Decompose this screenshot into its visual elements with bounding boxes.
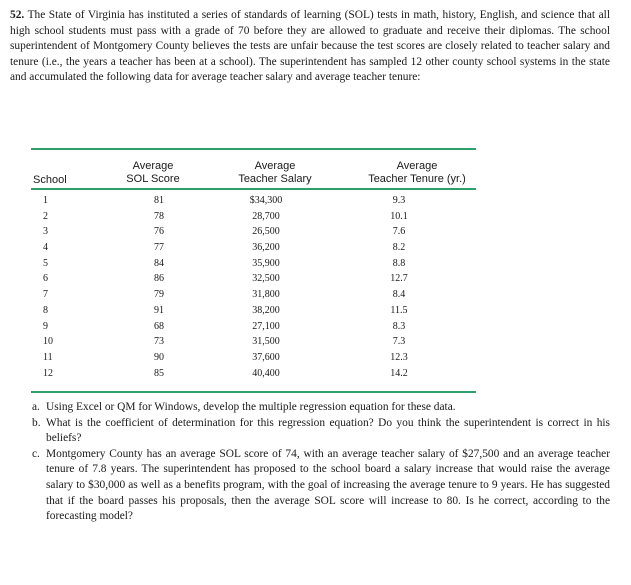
table-row — [31, 271, 476, 287]
cell-tenure: 8.4 — [392, 289, 406, 301]
header-salary-line2: Teacher Salary — [238, 173, 312, 185]
header-sol — [108, 160, 198, 186]
cell-school: 6 — [43, 273, 48, 285]
part-c-label: c. — [32, 447, 40, 460]
cell-salary: 35,900 — [252, 257, 280, 269]
cell-school: 7 — [43, 289, 48, 301]
cell-sol: 77 — [154, 242, 164, 254]
part-c — [32, 447, 610, 525]
cell-sol: 90 — [154, 351, 164, 363]
cell-salary: 37,600 — [252, 351, 280, 363]
header-school: School — [33, 174, 67, 186]
table-row — [31, 287, 476, 303]
header-tenure-line2: Teacher Tenure (yr.) — [368, 173, 466, 185]
cell-salary: 32,500 — [252, 273, 280, 285]
cell-sol: 91 — [154, 304, 164, 316]
table-row — [31, 224, 476, 240]
table-top-rule — [31, 148, 476, 150]
problem-number: 52. — [10, 9, 25, 21]
problem-text — [10, 8, 610, 86]
part-a-label: a. — [32, 401, 40, 413]
cell-salary: $34,300 — [249, 195, 283, 206]
cell-sol: 68 — [154, 320, 164, 332]
cell-salary: 36,200 — [252, 242, 280, 254]
cell-school: 9 — [43, 320, 48, 332]
table-body — [31, 193, 476, 381]
cell-sol: 81 — [154, 195, 164, 206]
cell-sol: 76 — [154, 226, 164, 238]
cell-salary: 28,700 — [252, 210, 280, 222]
table-row — [31, 334, 476, 350]
header-sol-line2: SOL Score — [126, 173, 180, 185]
cell-school: 11 — [43, 351, 53, 363]
table-row — [31, 350, 476, 366]
header-tenure-line1: Average — [396, 160, 438, 172]
cell-school: 5 — [43, 257, 48, 269]
part-b-label: b. — [32, 416, 41, 429]
cell-sol: 79 — [154, 289, 164, 301]
cell-tenure: 8.3 — [392, 320, 406, 332]
cell-salary: 38,200 — [252, 304, 280, 316]
cell-tenure: 10.1 — [390, 210, 408, 222]
part-c-text: Montgomery County has an average SOL score of 74, with an average teacher salary of $27,500 and an average teacher tenure of 7.8 years. The superintendent has proposed to the school board a salary increase that would raise the average salary to $30,000 as well as a benefits program, with the goal of increasing the average tenure to 9 years. He has suggested that if the board passes his proposals, then the average SOL score will increase to 80. Is he correct, according to the forecasting model? — [46, 447, 610, 523]
cell-sol: 73 — [154, 336, 164, 348]
problem-intro — [10, 8, 610, 86]
cell-tenure: 8.2 — [392, 242, 406, 254]
table-header-rule — [31, 188, 476, 190]
table-row — [31, 319, 476, 335]
cell-salary: 31,500 — [252, 336, 280, 348]
cell-salary: 26,500 — [252, 226, 280, 238]
cell-tenure: 7.3 — [392, 336, 406, 348]
header-sol-line1: Average — [132, 160, 174, 172]
cell-sol: 84 — [154, 257, 164, 269]
question-parts — [32, 400, 610, 525]
table-row — [31, 303, 476, 319]
table-row — [31, 366, 476, 382]
header-salary — [220, 160, 330, 186]
cell-school: 12 — [43, 367, 53, 379]
cell-school: 2 — [43, 210, 48, 222]
cell-tenure: 12.3 — [390, 351, 408, 363]
header-tenure — [352, 160, 482, 186]
cell-tenure: 12.7 — [390, 273, 408, 285]
table-row — [31, 209, 476, 225]
cell-school: 3 — [43, 226, 48, 238]
cell-salary: 31,800 — [252, 289, 280, 301]
part-a-text: Using Excel or QM for Windows, develop the multiple regression equation for these data. — [46, 401, 456, 413]
table-row — [31, 193, 476, 209]
cell-tenure: 7.6 — [392, 226, 406, 238]
cell-sol: 78 — [154, 210, 164, 222]
table-row — [31, 240, 476, 256]
cell-tenure: 9.3 — [392, 195, 406, 206]
cell-sol: 86 — [154, 273, 164, 285]
cell-sol: 85 — [154, 367, 164, 379]
cell-school: 10 — [43, 336, 53, 348]
table-bottom-rule — [31, 391, 476, 393]
table-row — [31, 256, 476, 272]
header-salary-line1: Average — [254, 160, 296, 172]
part-b-text: What is the coefficient of determination for this regression equation? Do you think the superintendent is correct in his beliefs? — [46, 416, 610, 445]
cell-salary: 27,100 — [252, 320, 280, 332]
cell-tenure: 11.5 — [390, 304, 408, 316]
cell-tenure: 8.8 — [392, 257, 406, 269]
part-b — [32, 416, 610, 447]
part-a — [32, 400, 610, 416]
cell-tenure: 14.2 — [390, 367, 408, 379]
cell-school: 8 — [43, 304, 48, 316]
cell-school: 4 — [43, 242, 48, 254]
cell-salary: 40,400 — [252, 367, 280, 379]
cell-school: 1 — [43, 195, 48, 206]
problem-body: The State of Virginia has instituted a series of standards of learning (SOL) tests in math, history, English, and science that all high school students must pass with a grade of 70 before they are allowed to graduate and receive their diplomas. The school superintendent of Montgomery County believes the tests are unfair because the test scores are closely related to teacher salary and tenure (i.e., the years a teacher has been at a school). The superintendent has sampled 12 other county school systems in the state and accumulated the following data for average teacher salary and average teacher tenure: — [10, 9, 610, 84]
